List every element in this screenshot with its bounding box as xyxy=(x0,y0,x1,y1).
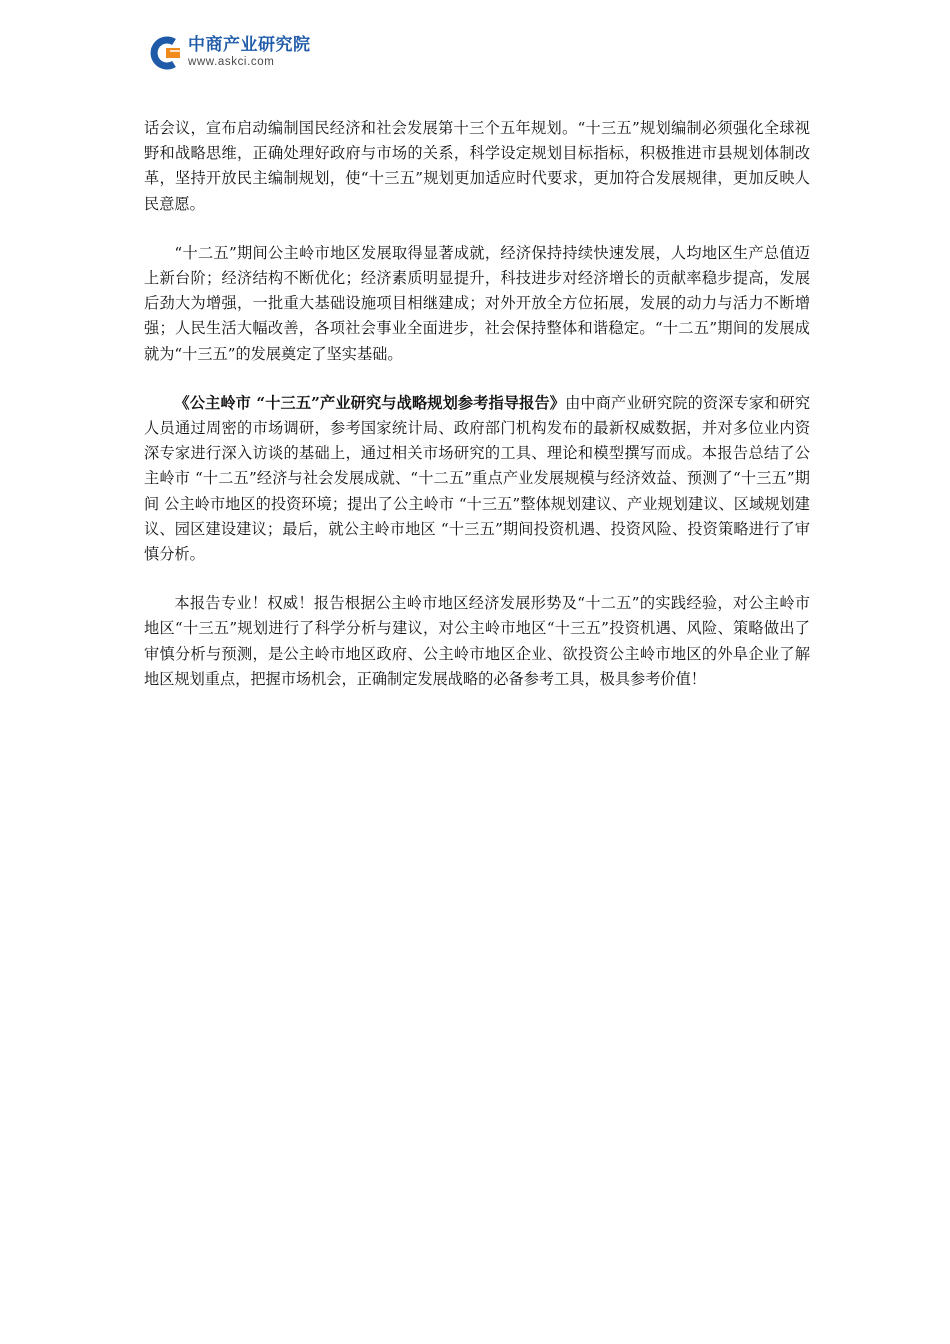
logo-name: 中商产业研究院 xyxy=(188,35,311,56)
document-body xyxy=(144,116,810,692)
page-header xyxy=(148,34,311,72)
paragraph-4: 本报告专业！权威！报告根据公主岭市地区经济发展形势及“十二五”的实践经验，对公主岭市地区“十三五”规划进行了科学分析与建议，对公主岭市地区“十三五”投资机遇、风险、策略做出了审慎分析与预测，是公主岭市地区政府、公主岭市地区企业、欲投资公主岭市地区的外阜企业了解地区规划重点，把握市场机会，正确制定发展战略的必备参考工具，极具参考价值！ xyxy=(144,594,810,688)
paragraph-3-text: 由中商产业研究院的资深专家和研究人员通过周密的市场调研，参考国家统计局、政府部门机构发布的最新权威数据，并对多位业内资深专家进行深入访谈的基础上，通过相关市场研究的工具、理论和模型撰写而成。本报告总结了公主岭市 “十二五”经济与社会发展成就、“十二五”重点产业发展规模与经济效益、预测了“十三五”期间 公主岭市地区的投资环境；提出了公主岭市 “十三五”整体规划建议、产业规划建议、区域规划建议、园区建设建议；最后，就公主岭市地区 “十三五”期间投资机遇、投资风险、投资策略进行了审慎分析。 xyxy=(144,393,811,564)
paragraph-1: 话会议，宣布启动编制国民经济和社会发展第十三个五年规划。“十三五”规划编制必须强化全球视野和战略思维，正确处理好政府与市场的关系，科学设定规划目标指标，积极推进市县规划体制改革，坚持开放民主编制规划，使“十三五”规划更加适应时代要求，更加符合发展规律，更加反映人民意愿。 xyxy=(144,119,810,213)
logo-url: www.askci.com xyxy=(188,56,275,69)
askci-logo-icon xyxy=(148,35,184,71)
logo-text xyxy=(188,37,311,69)
report-title: 《公主岭市 “十三五”产业研究与战略规划参考指导报告》 xyxy=(174,393,566,412)
paragraph-2: “十二五”期间公主岭市地区发展取得显著成就，经济保持持续快速发展，人均地区生产总值迈上新台阶；经济结构不断优化；经济素质明显提升，科技进步对经济增长的贡献率稳步提高，发展后劲大为增强，一批重大基础设施项目相继建成；对外开放全方位拓展，发展的动力与活力不断增强；人民生活大幅改善，各项社会事业全面进步，社会保持整体和谐稳定。“十二五”期间的发展成就为“十三五”的发展奠定了坚实基础。 xyxy=(144,243,810,363)
paragraph-3 xyxy=(144,391,810,567)
